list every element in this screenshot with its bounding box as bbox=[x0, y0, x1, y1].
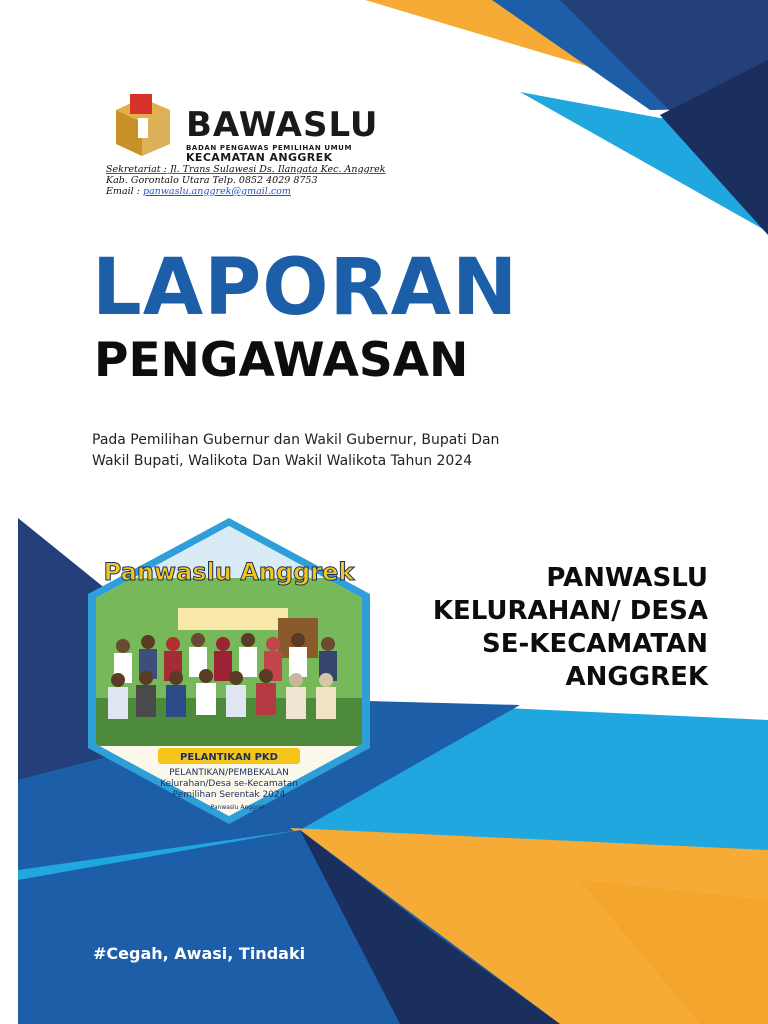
bawaslu-logo-icon bbox=[108, 92, 178, 158]
email-label: Email : bbox=[106, 186, 140, 197]
organization-line-1: PANWASLU bbox=[546, 563, 708, 593]
email-link[interactable]: panwaslu.anggrek@gmail.com bbox=[142, 186, 291, 197]
logo-subtitle: BADAN PENGAWAS PEMILIHAN UMUM bbox=[186, 144, 353, 152]
title-pengawasan: PENGAWASAN bbox=[94, 333, 469, 388]
logo-region: KECAMATAN ANGGREK bbox=[186, 151, 333, 164]
address-block bbox=[106, 164, 386, 197]
photo-banner: Panwaslu Anggrek bbox=[103, 558, 355, 586]
address-line-3 bbox=[106, 186, 386, 197]
hashtag: #Cegah, Awasi, Tindaki bbox=[93, 944, 306, 963]
subtitle-line-2: Wakil Bupati, Walikota Dan Wakil Walikota Tahun 2024 bbox=[92, 453, 473, 469]
logo-name: BAWASLU bbox=[186, 105, 379, 145]
address-line-2: Kab. Gorontalo Utara Telp. 0852 4029 8753 bbox=[106, 175, 318, 186]
subtitle bbox=[92, 430, 562, 472]
photo-handle: Panwaslu Anggrek bbox=[210, 804, 266, 811]
subtitle-line-1: Pada Pemilihan Gubernur dan Wakil Gubernur, Bupati Dan bbox=[92, 432, 500, 448]
photo-caption-line-1: PELANTIKAN/PEMBEKALAN bbox=[169, 768, 289, 778]
hexagon-photo bbox=[88, 518, 370, 824]
organization-line-3: SE-KECAMATAN bbox=[482, 629, 708, 659]
organization-heading bbox=[433, 562, 708, 694]
organization-line-2: KELURAHAN/ DESA bbox=[432, 596, 708, 626]
address-line-1: Sekretariat : Jl. Trans Sulawesi Ds. Ilangata Kec. Anggrek bbox=[106, 164, 386, 175]
photo-caption-line-2: Kelurahan/Desa se-Kecamatan bbox=[160, 779, 298, 789]
organization-line-4: ANGGREK bbox=[565, 662, 708, 692]
photo-caption-line-3: Pemilihan Serentak 2024 bbox=[172, 790, 286, 800]
photo-caption-title: PELANTIKAN PKD bbox=[180, 752, 278, 763]
logo-wordmark bbox=[186, 105, 379, 164]
title-laporan: LAPORAN bbox=[92, 243, 519, 333]
